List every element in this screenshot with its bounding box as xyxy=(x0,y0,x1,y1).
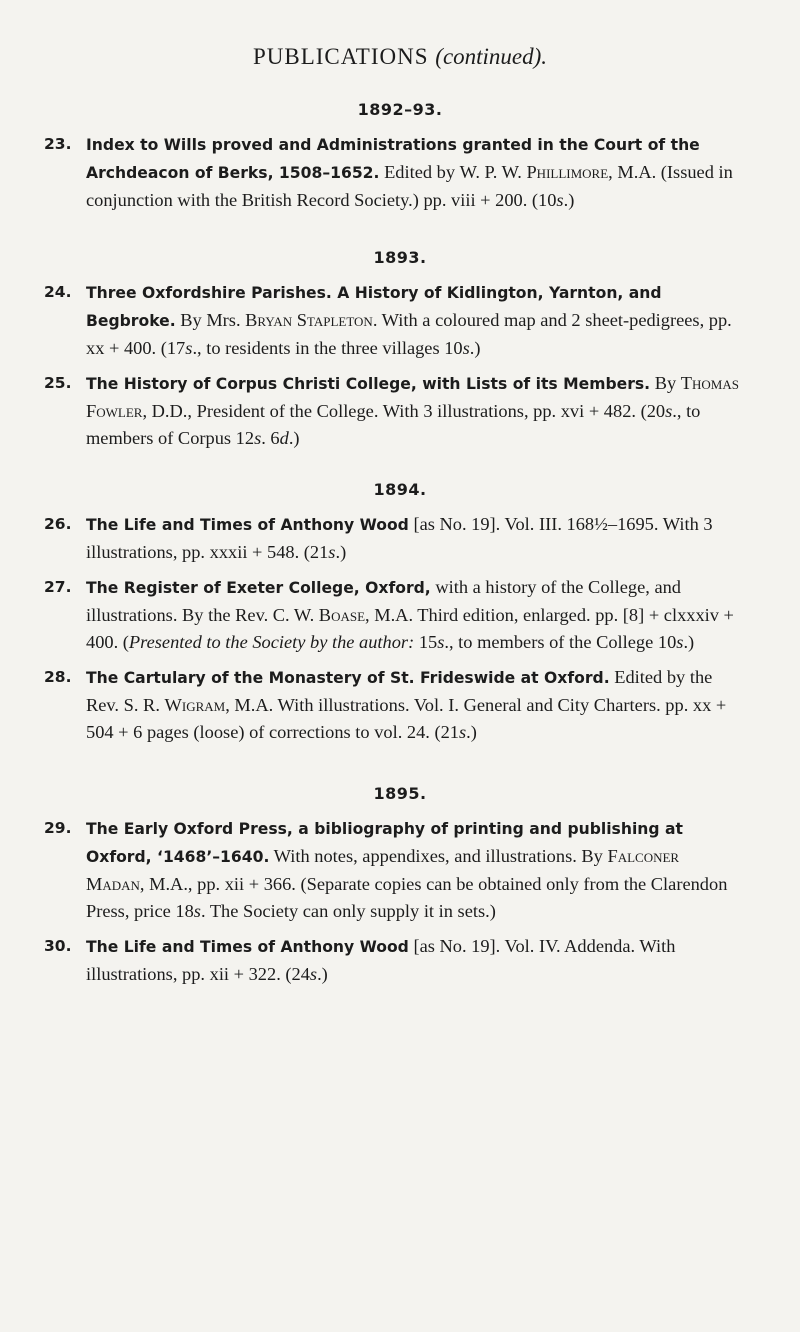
publication-entry xyxy=(40,370,760,452)
year-heading: 1893. xyxy=(373,248,427,267)
header-continued: (continued). xyxy=(435,44,548,69)
shillings-mark: s xyxy=(254,428,262,448)
entry-text: ., to residents in the three villages 10 xyxy=(192,338,463,358)
shillings-mark: s xyxy=(193,901,201,921)
publication-entry xyxy=(40,511,760,566)
entry-text: .) xyxy=(683,632,695,652)
entry-title: The Early Oxford Press, a bibliography of printing and publishing at Oxford, ‘1468’–1640. xyxy=(86,820,683,866)
page-header xyxy=(40,44,760,70)
publication-entry xyxy=(40,131,760,214)
entry-text: with a history of the College, and illustrations. By the Rev. C. W. xyxy=(86,577,682,625)
entry-text: . With a coloured map and 2 sheet-pedigrees, pp. xx + 400. (17 xyxy=(86,310,732,358)
entry-title: Three Oxfordshire Parishes. A History of Kidlington, Yarnton, and Begbroke. xyxy=(86,284,662,330)
entry-text: .) xyxy=(466,722,477,742)
entry-title: The History of Corpus Christi College, with Lists of its Members. xyxy=(86,375,651,393)
entry-body xyxy=(86,279,760,362)
shillings-mark: s xyxy=(437,632,445,652)
entry-body xyxy=(86,815,760,925)
entry-text: .) xyxy=(563,190,575,210)
entry-text: .) xyxy=(469,338,481,358)
publication-entry xyxy=(40,279,760,362)
header-title: PUBLICATIONS xyxy=(252,44,429,69)
entry-number: 28. xyxy=(44,668,72,686)
shillings-mark: s xyxy=(676,632,684,652)
entry-body xyxy=(86,370,760,452)
entry-number: 24. xyxy=(44,283,72,301)
year-heading: 1892–93. xyxy=(357,100,443,119)
entry-number: 27. xyxy=(44,578,72,596)
entry-title: The Register of Exeter College, Oxford, xyxy=(86,579,431,597)
entry-title: The Life and Times of Anthony Wood xyxy=(86,516,409,534)
entry-text: By Mrs. xyxy=(175,310,246,330)
entry-text: . 6 xyxy=(261,428,280,448)
entry-text: . The Society can only supply it in sets.) xyxy=(200,901,496,921)
entry-text: , M.A., pp. xii + 366. (Separate copies can be obtained only from the Clarendon Press, price 18 xyxy=(86,874,728,921)
shillings-mark: s xyxy=(185,338,193,358)
year-heading: 1895. xyxy=(373,784,427,803)
entry-number: 25. xyxy=(44,374,72,392)
entry-text: 15 xyxy=(414,632,438,652)
entry-author: Bryan Stapleton xyxy=(245,310,373,330)
entry-number: 29. xyxy=(44,819,72,837)
entry-text: [as No. 19]. Vol. IV. Addenda. With illustrations, pp. xii + 322. (24 xyxy=(86,936,676,984)
entry-text: .) xyxy=(288,428,300,448)
publication-entry xyxy=(40,815,760,925)
entry-number: 30. xyxy=(44,937,72,955)
entry-text: By xyxy=(650,373,681,393)
entry-text: [as No. 19]. Vol. III. 168½–1695. With 3 illustrations, pp. xxxii + 548. (21 xyxy=(86,514,713,562)
entry-author: W. P. W. Phillimore xyxy=(459,162,609,182)
shillings-mark: s xyxy=(665,401,673,421)
shillings-mark: s xyxy=(459,722,467,742)
entry-title: Index to Wills proved and Administrations granted in the Court of the Archdeacon of Berks, 1508–1652. xyxy=(86,136,700,182)
year-heading: 1894. xyxy=(373,480,427,499)
publication-entry xyxy=(40,664,760,746)
entry-number: 26. xyxy=(44,515,72,533)
entry-text: With notes, appendixes, and illustrations. By xyxy=(269,846,608,866)
entry-author: Thomas Fowler xyxy=(86,373,739,421)
entry-text: ., to members of Corpus 12 xyxy=(86,401,701,448)
shillings-mark: s xyxy=(556,190,564,210)
entry-text: , M.A. With illustrations. Vol. I. General and City Charters. pp. xx + 504 + 6 pages (loose) of corrections to vol. 24. (21 xyxy=(86,695,727,742)
entry-text: , M.A. (Issued in conjunction with the British Record Society.) pp. viii + 200. (10 xyxy=(86,162,733,210)
shillings-mark: s xyxy=(462,338,470,358)
shillings-mark: s xyxy=(328,542,336,562)
entry-body xyxy=(86,664,760,746)
entry-body xyxy=(86,131,760,214)
entry-title: The Life and Times of Anthony Wood xyxy=(86,938,409,956)
entry-text: , M.A. Third edition, enlarged. pp. [8] + clxxxiv + 400. ( xyxy=(86,605,734,652)
shillings-mark: s xyxy=(309,964,318,984)
entry-body xyxy=(86,511,760,566)
entry-text: ., to members of the College 10 xyxy=(444,632,677,652)
entry-text: .) xyxy=(335,542,347,562)
entry-text: Edited by xyxy=(379,162,460,182)
entry-author: Wigram xyxy=(164,695,226,715)
entry-body xyxy=(86,574,760,656)
pence-mark: d xyxy=(279,428,289,448)
entry-text: Edited by the Rev. S. R. xyxy=(86,667,713,715)
entry-title: The Cartulary of the Monastery of St. Frideswide at Oxford. xyxy=(86,669,610,687)
publication-entry xyxy=(40,933,760,988)
presented-note: Presented to the Society by the author: xyxy=(128,632,415,652)
entry-text: , D.D., President of the College. With 3 illustrations, pp. xvi + 482. (20 xyxy=(142,401,666,421)
entry-text: .) xyxy=(317,964,328,984)
entry-author: Falconer Madan xyxy=(86,846,680,894)
entry-number: 23. xyxy=(44,135,72,153)
entry-author: Boase xyxy=(318,605,366,625)
publication-entry xyxy=(40,574,760,656)
entry-body xyxy=(86,933,760,988)
